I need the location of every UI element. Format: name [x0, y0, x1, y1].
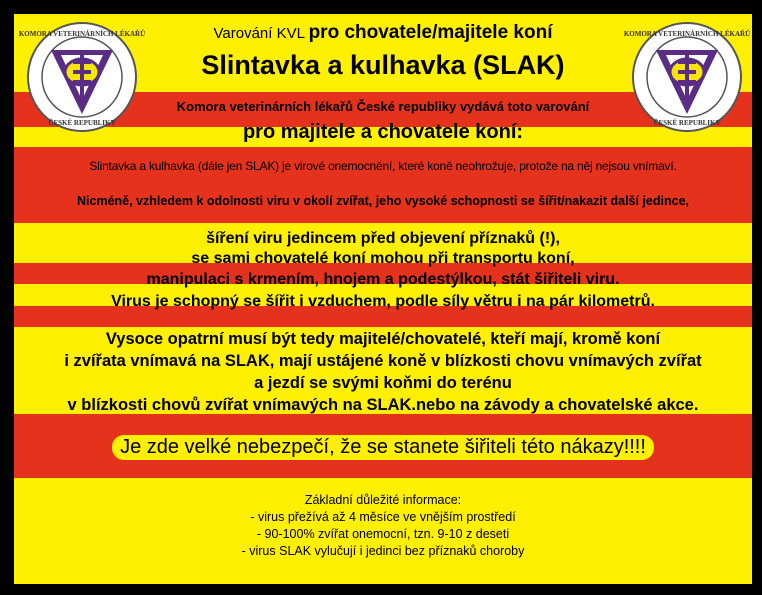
header-line1-prefix: Varování KVL: [213, 25, 309, 42]
caution-line-2: i zvířata vnímavá na SLAK, mají ustájené koně v blízkosti chovu vnímavých zvířat: [64, 352, 702, 370]
however-text: Nicméně, vzhledem k odolnosti viru v okolí zvířat, jeho vysoké schopnosti se šířit/nakazit další jedince,: [77, 194, 689, 208]
logo-ring-text-top: KOMORA VETERINÁRNÍCH LÉKAŘŮ: [18, 30, 146, 38]
header-line1: [14, 22, 752, 44]
spread-line-2: se sami chovatelé koní mohou při transportu koní,: [191, 250, 575, 267]
info-item: - virus přežívá až 4 měsíce ve vnějším prostředí: [250, 510, 516, 524]
spread-line-1: šíření viru jedincem před objevení příznaků (!),: [206, 230, 560, 247]
page-title: Slintavka a kulhavka (SLAK): [201, 50, 565, 80]
spread-line-3: manipulaci s krmením, hnojem a podestýlkou, stát šiřiteli viru.: [146, 271, 620, 288]
intro-text: Slintavka a kulhavka (dále jen SLAK) je virové onemocnění, které koně neohrožuje, protože na něj nejsou vnímaví.: [89, 159, 677, 173]
caution-line-4: v blízkosti chovů zvířat vnímavých na SLAK.nebo na závody a chovatelské akce.: [67, 396, 699, 414]
info-heading: Základní důležité informace:: [304, 493, 462, 507]
caution-line-1: Vysoce opatrní musí být tedy majitelé/chovatelé, kteří mají, kromě koní: [105, 330, 661, 348]
info-item: - 90-100% zvířat onemocní, tzn. 9-10 z deseti: [256, 527, 510, 541]
caution-line-3: a jezdí se svými koňmi do terénu: [254, 374, 512, 392]
spread-line-4: Virus je schopný se šířit i vzduchem, podle síly větru i na pár kilometrů.: [111, 293, 655, 310]
warning-poster: [14, 14, 752, 584]
issuer-line: Komora veterinárních lékařů České republiky vydává toto varování: [176, 99, 590, 114]
info-item: - virus SLAK vylučují i jedinci bez příznaků choroby: [241, 544, 525, 558]
audience-line: pro majitele a chovatele koní:: [242, 121, 524, 143]
logo-ring-text-bottom: ČESKÉ REPUBLIKY: [653, 119, 721, 127]
warning-text: Je zde velké nebezpečí, že se stanete šiřiteli této nákazy!!!!: [112, 435, 654, 460]
logo-ring-text-bottom: ČESKÉ REPUBLIKY: [48, 119, 116, 127]
logo-ring-text-top: KOMORA VETERINÁRNÍCH LÉKAŘŮ: [623, 30, 751, 38]
header-line1-main: pro chovatele/majitele koní: [308, 22, 553, 43]
warning-banner: [14, 435, 752, 460]
